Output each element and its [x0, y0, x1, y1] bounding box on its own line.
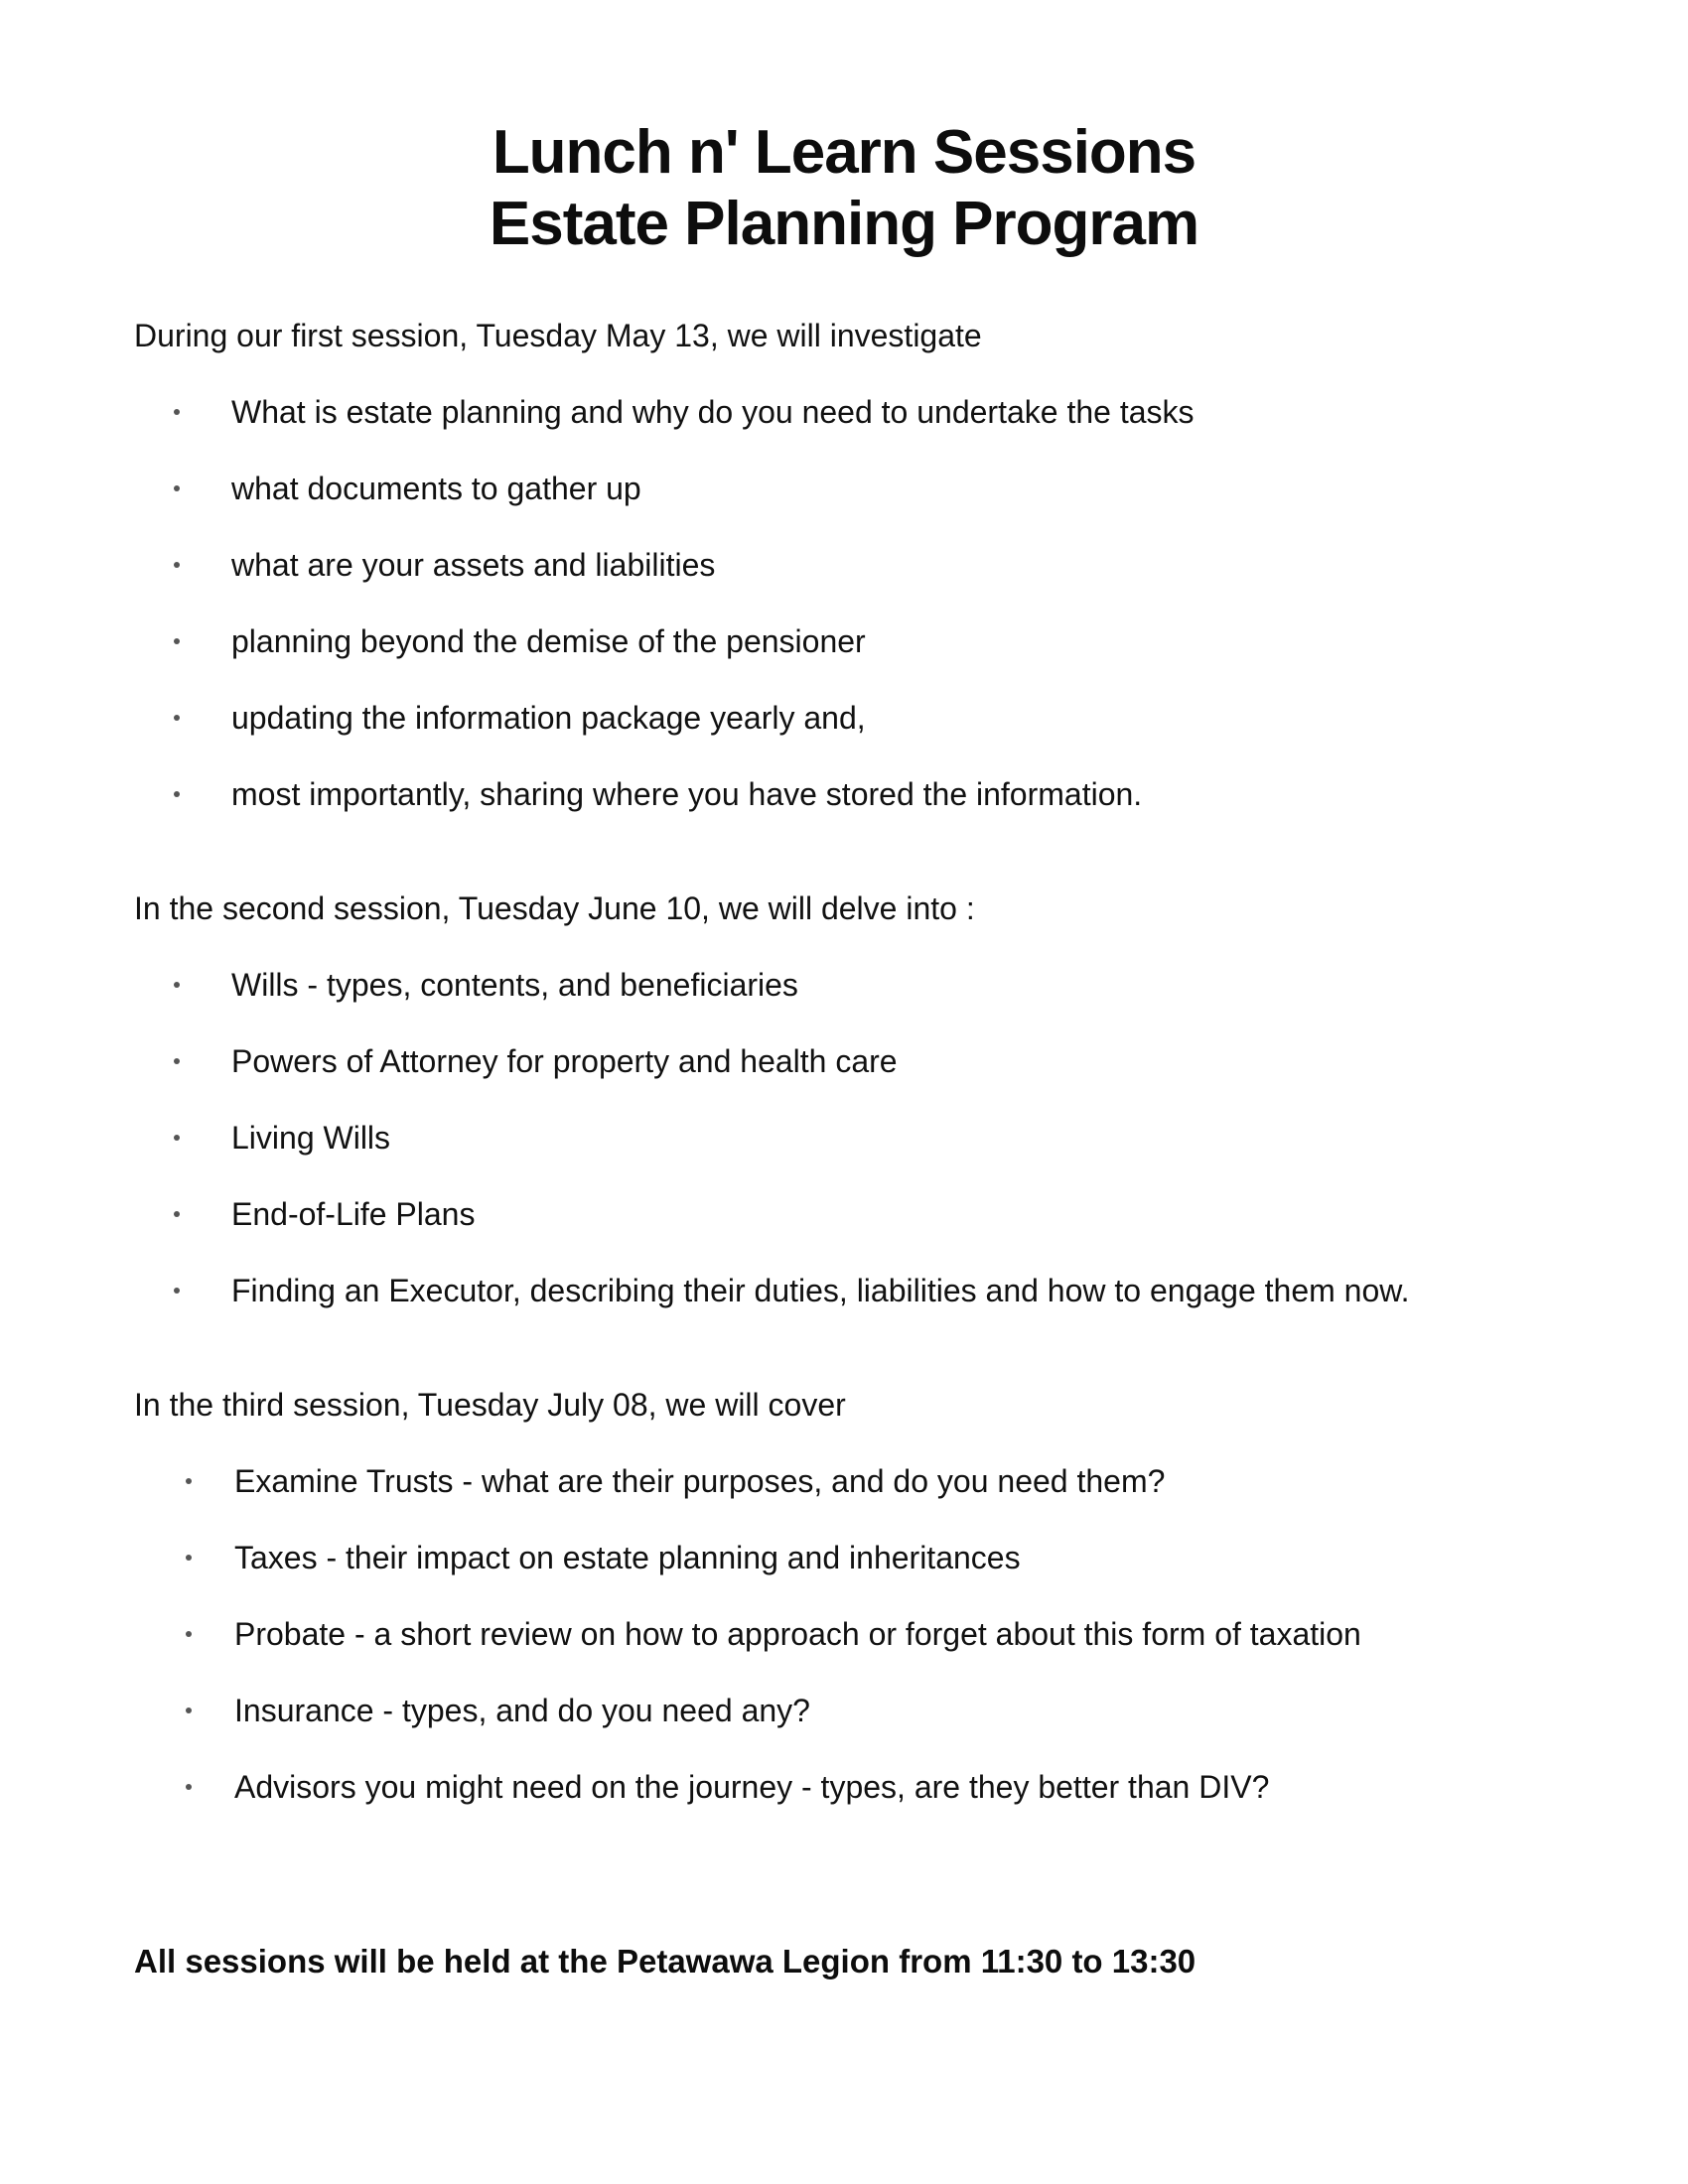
- bullet-icon: [174, 485, 180, 491]
- list-item: [134, 965, 1584, 1041]
- list-item-text: updating the information package yearly and,: [231, 700, 866, 736]
- list-item: [134, 1271, 1584, 1347]
- title-block: [0, 117, 1688, 260]
- bullet-icon: [174, 982, 180, 988]
- page-subtitle: Estate Planning Program: [489, 190, 1199, 258]
- list-item: [134, 469, 1584, 545]
- bullet-icon: [186, 1478, 192, 1484]
- list-item: [134, 1461, 1584, 1538]
- list-item-text: Taxes - their impact on estate planning and inheritances: [234, 1540, 1021, 1575]
- page-title: Lunch n' Learn Sessions: [492, 118, 1196, 187]
- session-1-list: [134, 392, 1584, 851]
- session-2-list: [134, 965, 1584, 1347]
- list-item: [134, 1691, 1584, 1767]
- list-item-text: most importantly, sharing where you have stored the information.: [231, 776, 1143, 812]
- list-item-text: Examine Trusts - what are their purposes, and do you need them?: [234, 1463, 1166, 1499]
- bullet-icon: [174, 1211, 180, 1217]
- session-3: [134, 1385, 1584, 1843]
- bullet-icon: [186, 1784, 192, 1790]
- list-item-text: Finding an Executor, describing their duties, liabilities and how to engage them now.: [231, 1273, 1410, 1308]
- bullet-icon: [174, 562, 180, 568]
- session-3-intro: In the third session, Tuesday July 08, we will cover: [134, 1387, 846, 1423]
- bullet-icon: [174, 715, 180, 721]
- venue-note: All sessions will be held at the Petawawa Legion from 11:30 to 13:30: [134, 1943, 1196, 1979]
- list-item: [134, 545, 1584, 621]
- list-item: [134, 621, 1584, 698]
- list-item-text: Advisors you might need on the journey - types, are they better than DIV?: [234, 1769, 1270, 1805]
- list-item: [134, 774, 1584, 851]
- bullet-icon: [174, 1288, 180, 1294]
- bullet-icon: [174, 791, 180, 797]
- session-3-list: [134, 1461, 1584, 1843]
- list-item-text: what are your assets and liabilities: [231, 547, 716, 583]
- session-2-intro: In the second session, Tuesday June 10, we will delve into :: [134, 890, 975, 926]
- list-item-text: Wills - types, contents, and beneficiaries: [231, 967, 798, 1003]
- bullet-icon: [174, 638, 180, 644]
- bullet-icon: [174, 1058, 180, 1064]
- session-2: [134, 888, 1584, 1347]
- list-item-text: Probate - a short review on how to approach or forget about this form of taxation: [234, 1616, 1361, 1652]
- bullet-icon: [186, 1707, 192, 1713]
- list-item: [134, 1538, 1584, 1614]
- list-item: [134, 392, 1584, 469]
- list-item: [134, 698, 1584, 774]
- list-item-text: What is estate planning and why do you need to undertake the tasks: [231, 394, 1195, 430]
- list-item-text: what documents to gather up: [231, 471, 641, 506]
- bullet-icon: [186, 1555, 192, 1561]
- bullet-icon: [174, 409, 180, 415]
- list-item: [134, 1118, 1584, 1194]
- session-1: [134, 316, 1584, 851]
- list-item-text: Powers of Attorney for property and health care: [231, 1043, 898, 1079]
- list-item: [134, 1041, 1584, 1118]
- list-item: [134, 1614, 1584, 1691]
- bullet-icon: [186, 1631, 192, 1637]
- list-item-text: End-of-Life Plans: [231, 1196, 476, 1232]
- list-item-text: Living Wills: [231, 1120, 391, 1156]
- list-item-text: Insurance - types, and do you need any?: [234, 1693, 810, 1728]
- session-1-intro: During our first session, Tuesday May 13, we will investigate: [134, 318, 982, 353]
- list-item: [134, 1194, 1584, 1271]
- list-item: [134, 1767, 1584, 1843]
- list-item-text: planning beyond the demise of the pensioner: [231, 623, 866, 659]
- bullet-icon: [174, 1135, 180, 1141]
